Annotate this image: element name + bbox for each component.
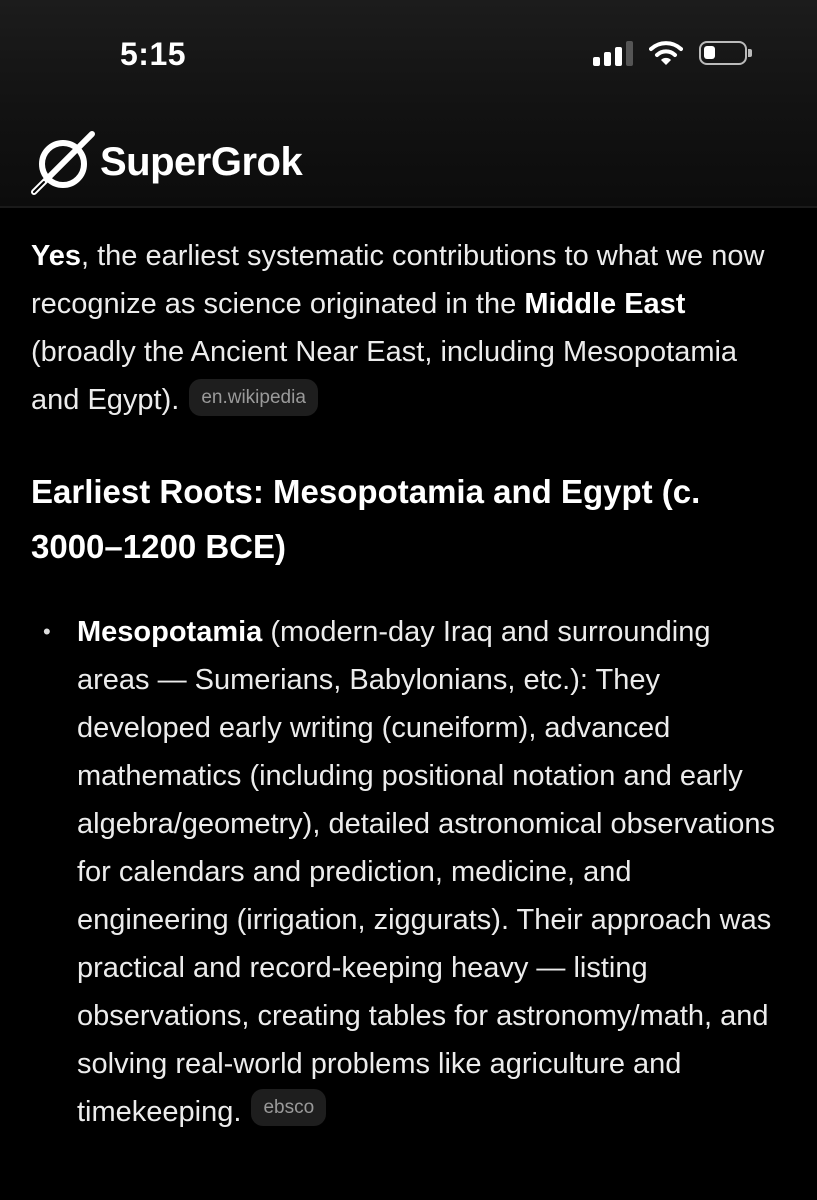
intro-text-2: (broadly the Ancient Near East, including Mesopotamia and Egypt).: [31, 336, 738, 416]
bullet-list: [31, 608, 791, 1136]
status-icons: [593, 40, 747, 66]
bullet-bold-term: Mesopotamia: [77, 616, 263, 648]
app-title[interactable]: SuperGrok: [100, 140, 303, 184]
section-heading: Earliest Roots: Mesopotamia and Egypt (c. 3000–1200 BCE): [31, 473, 701, 565]
header-divider: [0, 206, 817, 208]
intro-lead-bold: Yes: [31, 240, 81, 272]
source-chip-wikipedia[interactable]: en.wikipedia: [189, 379, 318, 416]
wifi-icon: [649, 40, 683, 66]
bullet-text: (modern-day Iraq and surrounding areas — Sumerians, Babylonians, etc.): They developed early writing (cuneiform), advanced mathematics (including positional notation and early algebra/geometry), detailed astronomical observations for calendars and prediction, medicine, and engineering (irrigation, ziggurats). Their approach was practical and record-keeping heavy — listing observations, creating tables for astronomy/math, and solving real-world problems like agriculture and timekeeping.: [77, 616, 775, 1128]
intro-bold-middle-east: Middle East: [524, 288, 686, 320]
list-item: [31, 608, 791, 1136]
intro-paragraph: [31, 232, 791, 424]
source-chip-ebsco[interactable]: ebsco: [251, 1089, 326, 1126]
status-bar: [0, 0, 817, 110]
status-time: 5:15: [120, 36, 187, 72]
intro-text-1: , the earliest systematic contributions to what we now recognize as science originated in the: [31, 240, 765, 320]
cellular-signal-icon: [593, 40, 633, 66]
app-header: [0, 110, 817, 208]
grok-logo-icon[interactable]: [30, 130, 96, 196]
bullet-dot: •: [43, 619, 51, 644]
answer-content: [31, 232, 791, 1136]
battery-icon: [699, 41, 747, 65]
